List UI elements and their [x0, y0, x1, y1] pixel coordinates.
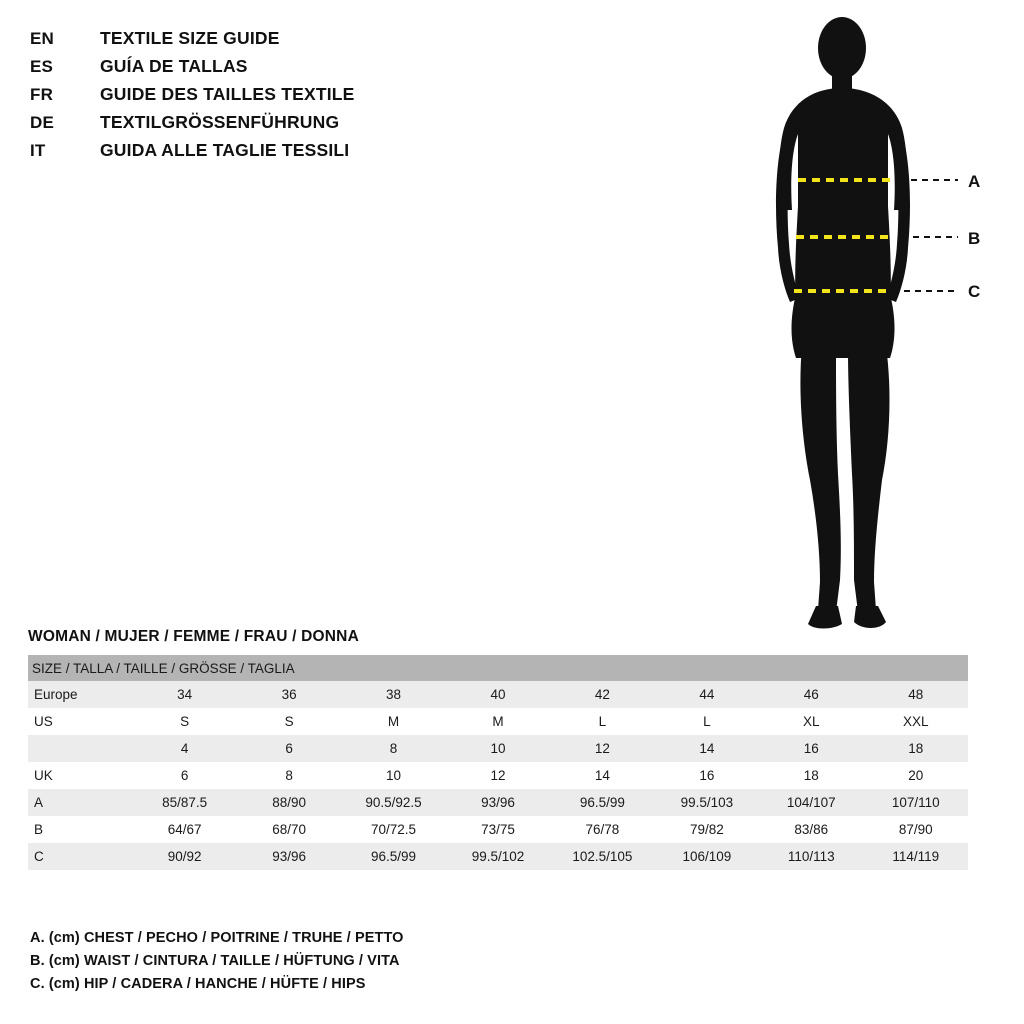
- row-label-uk: UK: [28, 762, 132, 789]
- cell: 76/78: [550, 816, 654, 843]
- cell: 70/72.5: [341, 816, 445, 843]
- cell: 85/87.5: [132, 789, 236, 816]
- title-row-es: [30, 56, 450, 82]
- cell: 18: [864, 735, 969, 762]
- title-lang-fr: FR: [30, 85, 54, 104]
- row-label-b: B: [28, 816, 132, 843]
- title-text-it: GUIDA ALLE TAGLIE TESSILI: [100, 140, 350, 160]
- title-lang-it: IT: [30, 141, 46, 160]
- cell: XXL: [864, 708, 969, 735]
- title-lang-es: ES: [30, 57, 54, 76]
- table-row: [28, 816, 968, 843]
- cell: 6: [132, 762, 236, 789]
- row-label-us-numeric: [28, 735, 132, 762]
- cell: 88/90: [237, 789, 341, 816]
- section-title: WOMAN / MUJER / FEMME / FRAU / DONNA: [28, 628, 359, 645]
- cell: 14: [550, 762, 654, 789]
- body-shape-icon: [776, 17, 910, 629]
- cell: 106/109: [655, 843, 759, 870]
- cell: 12: [446, 762, 550, 789]
- cell: 87/90: [864, 816, 969, 843]
- band-header-label: SIZE / TALLA / TAILLE / GRÖSSE / TAGLIA: [28, 655, 968, 681]
- marker-label-b: B: [968, 229, 981, 248]
- cell: S: [132, 708, 236, 735]
- title-lang-de: DE: [30, 113, 55, 132]
- cell: 46: [759, 681, 863, 708]
- size-table-section: [28, 628, 996, 870]
- cell: 10: [341, 762, 445, 789]
- cell: 99.5/103: [655, 789, 759, 816]
- cell: 93/96: [237, 843, 341, 870]
- cell: 96.5/99: [550, 789, 654, 816]
- cell: 99.5/102: [446, 843, 550, 870]
- title-row-de: [30, 112, 450, 138]
- cell: 110/113: [759, 843, 863, 870]
- row-label-us: US: [28, 708, 132, 735]
- cell: 42: [550, 681, 654, 708]
- cell: 73/75: [446, 816, 550, 843]
- table-row: [28, 789, 968, 816]
- cell: 6: [237, 735, 341, 762]
- row-label-a: A: [28, 789, 132, 816]
- cell: 4: [132, 735, 236, 762]
- cell: 10: [446, 735, 550, 762]
- legend-line-a: A. (cm) CHEST / PECHO / POITRINE / TRUHE / PETTO: [30, 930, 404, 946]
- cell: 68/70: [237, 816, 341, 843]
- cell: 93/96: [446, 789, 550, 816]
- legend-block: [30, 930, 630, 999]
- cell: 12: [550, 735, 654, 762]
- cell: 90.5/92.5: [341, 789, 445, 816]
- cell: 107/110: [864, 789, 969, 816]
- cell: 90/92: [132, 843, 236, 870]
- cell: 44: [655, 681, 759, 708]
- cell: XL: [759, 708, 863, 735]
- cell: 14: [655, 735, 759, 762]
- title-lang-en: EN: [30, 29, 55, 48]
- table-row: [28, 681, 968, 708]
- title-text-en: TEXTILE SIZE GUIDE: [100, 28, 280, 48]
- cell: 79/82: [655, 816, 759, 843]
- cell: M: [341, 708, 445, 735]
- title-row-en: [30, 28, 450, 54]
- title-text-es: GUÍA DE TALLAS: [100, 56, 248, 76]
- cell: 38: [341, 681, 445, 708]
- cell: 102.5/105: [550, 843, 654, 870]
- cell: 20: [864, 762, 969, 789]
- marker-label-c: C: [968, 282, 981, 301]
- cell: 114/119: [864, 843, 969, 870]
- table-band-header: [28, 655, 968, 681]
- title-text-de: TEXTILGRÖSSENFÜHRUNG: [100, 112, 340, 132]
- cell: 64/67: [132, 816, 236, 843]
- cell: 16: [759, 735, 863, 762]
- table-row: [28, 762, 968, 789]
- size-table: [28, 655, 968, 870]
- cell: 34: [132, 681, 236, 708]
- table-row: [28, 708, 968, 735]
- title-text-fr: GUIDE DES TAILLES TEXTILE: [100, 84, 355, 104]
- row-label-europe: Europe: [28, 681, 132, 708]
- cell: L: [655, 708, 759, 735]
- cell: M: [446, 708, 550, 735]
- cell: L: [550, 708, 654, 735]
- cell: 36: [237, 681, 341, 708]
- row-label-c: C: [28, 843, 132, 870]
- title-block: [30, 28, 450, 168]
- table-row: [28, 843, 968, 870]
- cell: 8: [237, 762, 341, 789]
- cell: 40: [446, 681, 550, 708]
- legend-line-b: B. (cm) WAIST / CINTURA / TAILLE / HÜFTUNG / VITA: [30, 953, 400, 969]
- cell: S: [237, 708, 341, 735]
- female-silhouette-figure: [740, 10, 1000, 640]
- cell: 96.5/99: [341, 843, 445, 870]
- cell: 16: [655, 762, 759, 789]
- cell: 18: [759, 762, 863, 789]
- cell: 48: [864, 681, 969, 708]
- cell: 8: [341, 735, 445, 762]
- cell: 104/107: [759, 789, 863, 816]
- marker-label-a: A: [968, 172, 981, 191]
- table-row: [28, 735, 968, 762]
- title-row-it: [30, 140, 450, 166]
- title-row-fr: [30, 84, 450, 110]
- silhouette-svg: [740, 10, 1000, 640]
- cell: 83/86: [759, 816, 863, 843]
- legend-line-c: C. (cm) HIP / CADERA / HANCHE / HÜFTE / HIPS: [30, 976, 366, 992]
